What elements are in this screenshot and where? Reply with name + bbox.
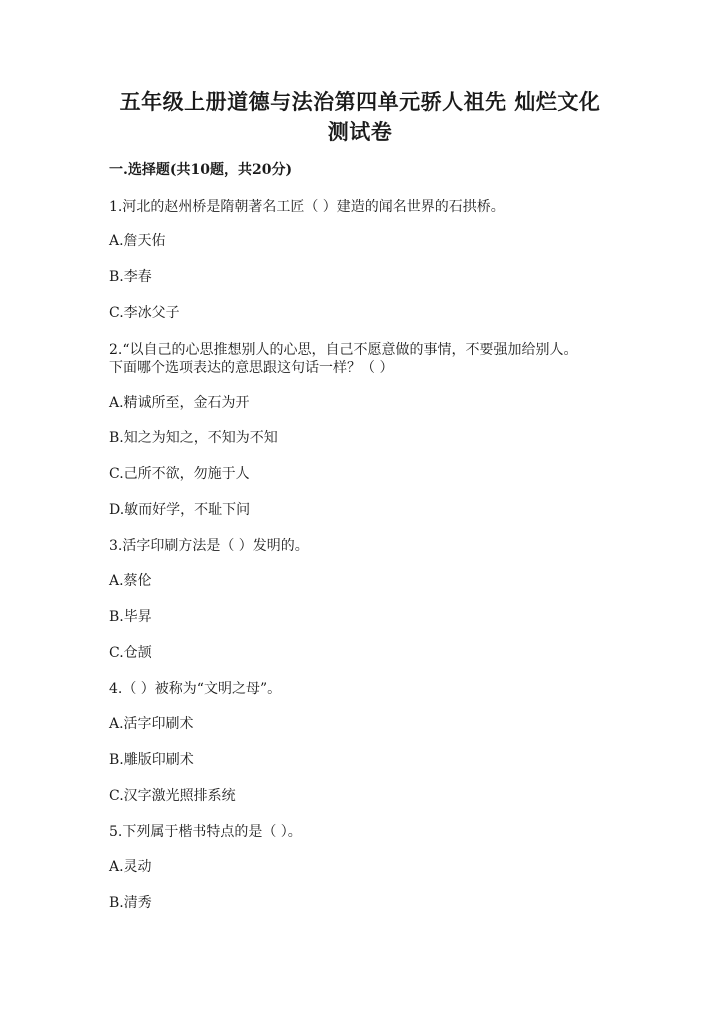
question-2-option-c: C.己所不欲，勿施于人 [109, 466, 250, 482]
question-1-stem: 1.河北的赵州桥是隋朝著名工匠（ ）建造的闻名世界的石拱桥。 [109, 199, 505, 215]
question-3-option-c: C.仓颉 [109, 645, 152, 661]
section-heading: 一.选择题(共10题，共20分) [109, 162, 293, 178]
page-title-line2: 测试卷 [327, 119, 393, 144]
question-4-option-a: A.活字印刷术 [109, 716, 194, 732]
question-1-option-c: C.李冰父子 [109, 305, 180, 321]
question-1-option-b: B.李春 [109, 269, 152, 285]
question-2-option-a: A.精诚所至，金石为开 [109, 395, 250, 411]
question-2-stem: 2.“以自己的心思推想别人的心思，自己不愿意做的事情，不要强加给别人。 [109, 342, 578, 358]
question-2-stem-line2: 下面哪个选项表达的意思跟这句话一样？（ ） [109, 360, 394, 376]
question-5-stem: 5.下列属于楷书特点的是（ ）。 [109, 824, 302, 840]
question-4-stem: 4.（ ）被称为“文明之母”。 [109, 681, 282, 697]
page-title-line1: 五年级上册道德与法治第四单元骄人祖先 灿烂文化 [119, 89, 601, 114]
question-2-option-d: D.敏而好学，不耻下问 [109, 502, 251, 518]
question-3-stem: 3.活字印刷方法是（ ）发明的。 [109, 538, 309, 554]
question-3-option-b: B.毕昇 [109, 609, 152, 625]
question-4-option-b: B.雕版印刷术 [109, 752, 194, 768]
question-5-option-b: B.清秀 [109, 895, 152, 911]
question-3-option-a: A.蔡伦 [109, 573, 152, 589]
question-1-option-a: A.詹天佑 [109, 233, 166, 249]
question-4-option-c: C.汉字激光照排系统 [109, 788, 236, 804]
question-5-option-a: A.灵动 [109, 859, 152, 875]
question-2-option-b: B.知之为知之，不知为不知 [109, 430, 278, 446]
